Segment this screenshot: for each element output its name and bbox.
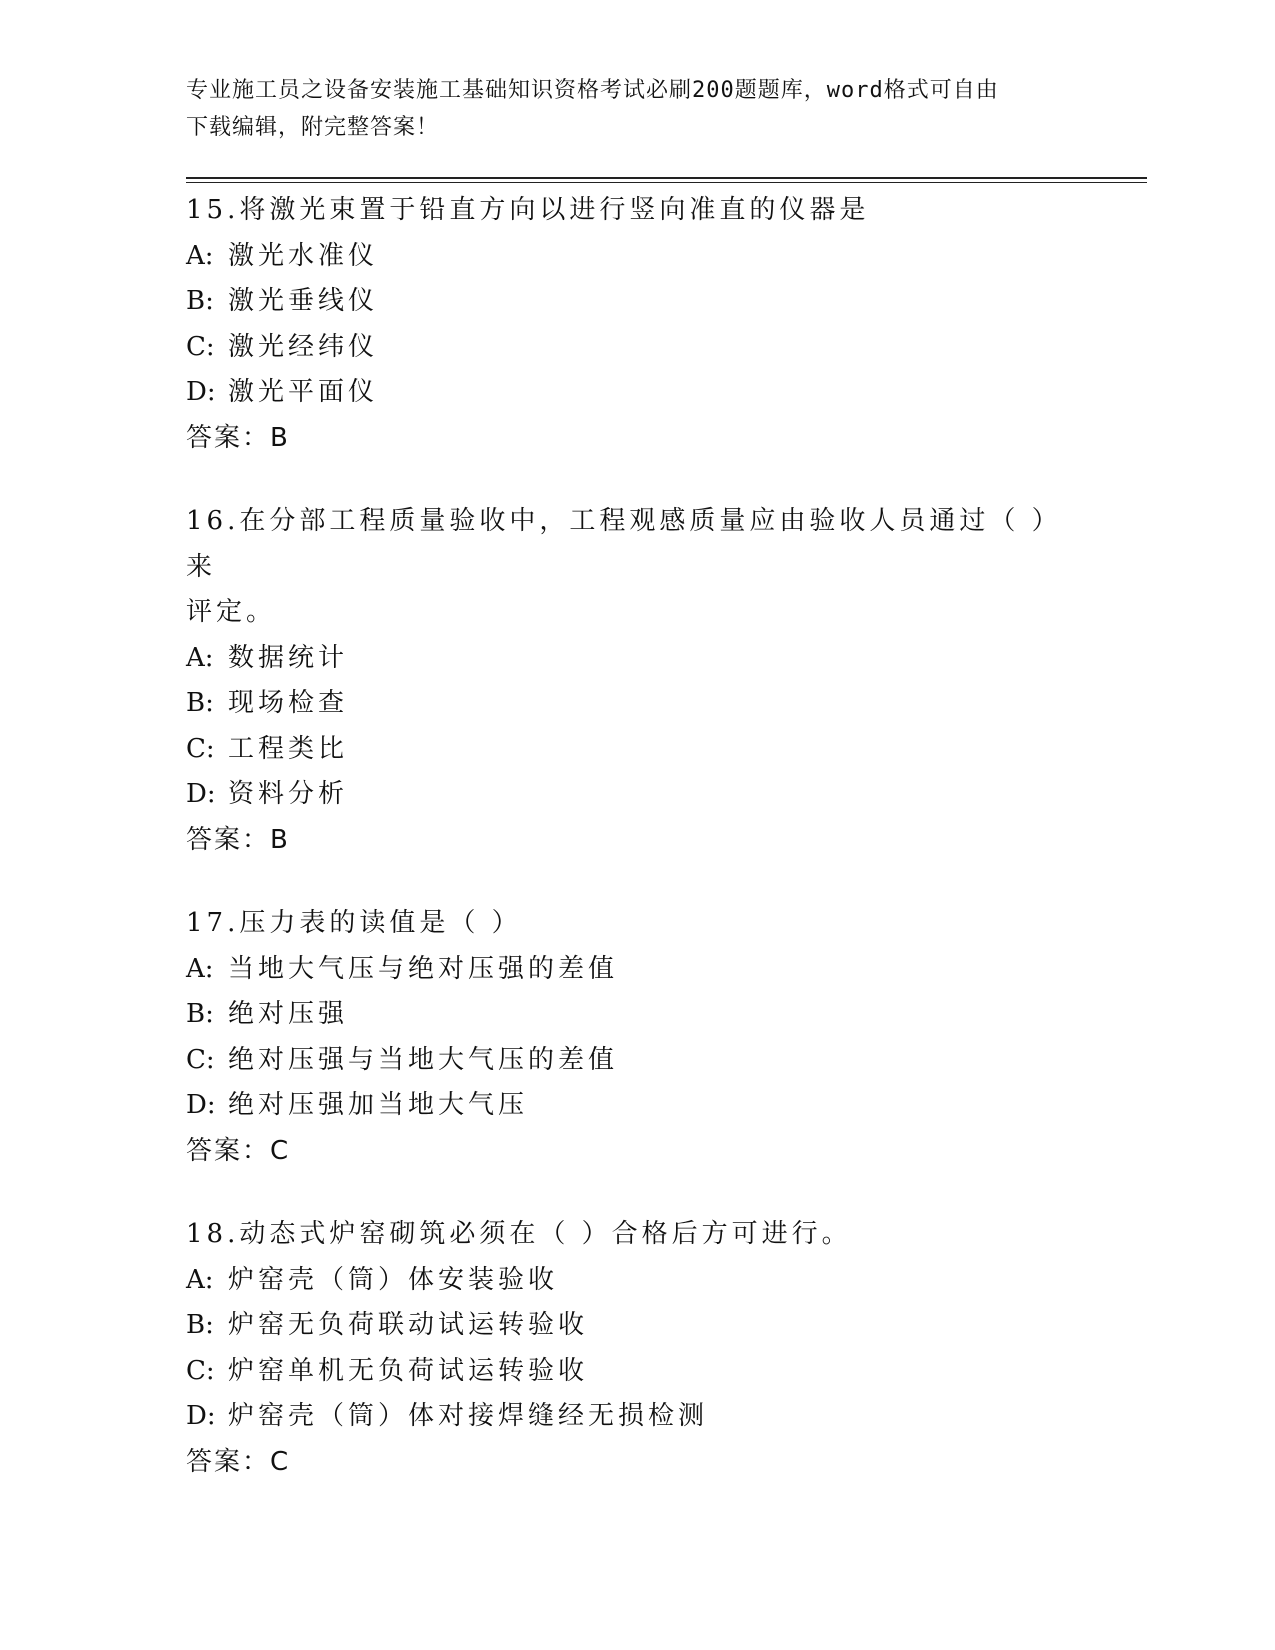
option-d [186, 370, 1086, 416]
option-a [186, 1258, 1086, 1304]
option-b [186, 279, 1086, 325]
option-b [186, 992, 1086, 1038]
option-text: 现场检查 [228, 688, 349, 718]
option-key: D: [186, 1401, 216, 1431]
option-key: B: [186, 1310, 214, 1340]
option-b [186, 681, 1086, 727]
question-stem-continued: 评定。 [186, 597, 277, 627]
answer-line: 答案：B [186, 422, 290, 453]
question-item [186, 1212, 1086, 1485]
option-text: 炉窑无负荷联动试运转验收 [228, 1310, 589, 1340]
header-divider-thin [186, 182, 1147, 183]
question-item [186, 499, 1086, 863]
option-key: A: [186, 642, 214, 673]
answer-line: 答案：C [186, 1135, 291, 1166]
option-key: A: [186, 1264, 214, 1295]
option-key: C: [186, 1044, 215, 1075]
option-text: 激光经纬仪 [228, 331, 379, 362]
option-a [186, 234, 1086, 280]
option-text: 绝对压强与当地大气压的差值 [228, 1044, 619, 1075]
option-text: 激光平面仪 [228, 377, 379, 407]
question-stem: 16.在分部工程质量验收中，工程观感质量应由验收人员通过（ ）来 [186, 506, 1062, 582]
option-key: A: [186, 240, 214, 271]
option-text: 工程类比 [228, 733, 349, 764]
option-key: B: [186, 286, 214, 316]
answer-line: 答案：B [186, 824, 290, 855]
question-list [186, 188, 1086, 1523]
question-stem: 15.将激光束置于铅直方向以进行竖向准直的仪器是 [186, 195, 870, 225]
option-key: C: [186, 1355, 215, 1386]
option-key: A: [186, 953, 214, 984]
option-c [186, 1349, 1086, 1395]
option-text: 炉窑壳（筒）体对接焊缝经无损检测 [228, 1401, 709, 1431]
option-key: C: [186, 331, 215, 362]
option-d [186, 1083, 1086, 1129]
option-key: D: [186, 377, 216, 407]
option-d [186, 772, 1086, 818]
option-text: 炉窑单机无负荷试运转验收 [228, 1355, 589, 1386]
option-key: D: [186, 779, 216, 809]
question-item [186, 901, 1086, 1174]
option-key: B: [186, 688, 214, 718]
answer-line: 答案：C [186, 1446, 291, 1477]
option-text: 当地大气压与绝对压强的差值 [228, 953, 619, 984]
option-key: D: [186, 1090, 216, 1120]
option-text: 绝对压强 [228, 999, 349, 1029]
option-c [186, 727, 1086, 773]
option-a [186, 636, 1086, 682]
option-c [186, 1038, 1086, 1084]
option-text: 资料分析 [228, 779, 349, 809]
option-text: 绝对压强加当地大气压 [228, 1090, 529, 1120]
option-text: 炉窑壳（筒）体安装验收 [228, 1264, 559, 1295]
option-b [186, 1303, 1086, 1349]
question-stem: 17.压力表的读值是（ ） [186, 908, 522, 938]
header-divider [186, 177, 1147, 179]
option-c [186, 325, 1086, 371]
document-header [186, 72, 1086, 146]
option-a [186, 947, 1086, 993]
option-text: 数据统计 [228, 642, 349, 673]
option-text: 激光水准仪 [228, 240, 379, 271]
question-stem: 18.动态式炉窑砌筑必须在（ ）合格后方可进行。 [186, 1219, 852, 1249]
option-key: C: [186, 733, 215, 764]
header-line: 下载编辑，附完整答案！ [186, 115, 440, 140]
option-key: B: [186, 999, 214, 1029]
option-d [186, 1394, 1086, 1440]
question-item [186, 188, 1086, 461]
header-line: 专业施工员之设备安装施工基础知识资格考试必刷200题题库，word格式可自由 [186, 78, 999, 103]
option-text: 激光垂线仪 [228, 286, 379, 316]
